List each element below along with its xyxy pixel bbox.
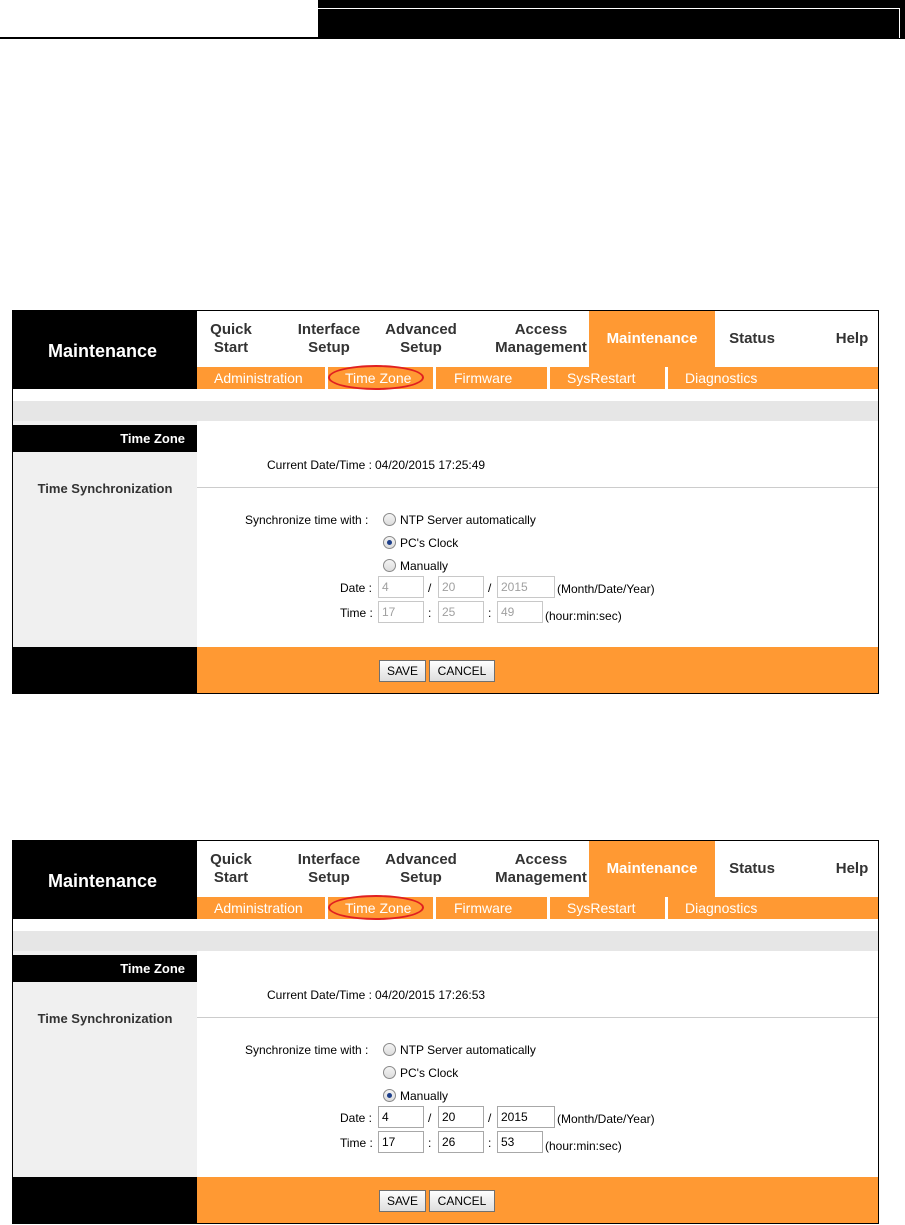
time-sec-input[interactable]: 49 — [497, 601, 543, 623]
nav-help[interactable]: Help — [835, 330, 869, 347]
highlight-ring — [328, 365, 424, 390]
sync-with-label: Synchronize time with : — [245, 513, 369, 527]
nav-maintenance[interactable]: Maintenance — [589, 841, 715, 897]
gray-strip — [13, 931, 879, 951]
subnav-diagnostics[interactable]: Diagnostics — [685, 900, 758, 916]
document-header-bar — [318, 0, 905, 39]
subnav-administration[interactable]: Administration — [214, 370, 303, 386]
date-separator: / — [488, 581, 492, 595]
section-label: Time Zone — [13, 955, 197, 982]
footer-bar — [197, 647, 879, 694]
time-separator: : — [428, 1136, 432, 1150]
radio-button[interactable] — [383, 559, 396, 572]
radio-button[interactable] — [383, 513, 396, 526]
subnav-divider — [433, 897, 436, 919]
brand-title: Maintenance — [13, 841, 197, 919]
document-header-rule — [0, 37, 318, 39]
section-divider — [197, 1017, 879, 1018]
cancel-button[interactable]: CANCEL — [429, 660, 495, 682]
time-format-hint: (hour:min:sec) — [545, 1139, 622, 1153]
brand-title: Maintenance — [13, 311, 197, 389]
highlight-ring — [328, 895, 424, 920]
date-format-hint: (Month/Date/Year) — [557, 582, 655, 596]
date-separator: / — [428, 1111, 432, 1125]
nav-quick-start[interactable]: Quick Start — [210, 321, 252, 356]
time-separator: : — [428, 606, 432, 620]
subnav-firmware[interactable]: Firmware — [454, 370, 513, 386]
current-datetime-value: 04/20/2015 17:25:49 — [375, 458, 486, 472]
footer-bar — [197, 1177, 879, 1224]
date-day-input[interactable]: 20 — [438, 576, 484, 598]
subnav-divider — [665, 897, 668, 919]
time-min-input[interactable]: 26 — [438, 1131, 484, 1153]
radio-button-selected[interactable] — [383, 536, 396, 549]
date-year-input[interactable]: 2015 — [497, 1106, 555, 1128]
subnav-divider — [665, 367, 668, 389]
router-screenshot-pc-clock — [12, 310, 879, 694]
radio-pc-clock[interactable]: PC's Clock — [383, 1065, 458, 1081]
top-nav — [197, 311, 879, 367]
nav-advanced-setup[interactable]: Advanced Setup — [385, 851, 457, 886]
subnav-time-zone[interactable]: Time Zone — [345, 900, 412, 916]
sub-nav — [197, 897, 879, 919]
sync-section-label: Time Synchronization — [37, 481, 173, 496]
nav-quick-start[interactable]: Quick Start — [210, 851, 252, 886]
time-min-input[interactable]: 25 — [438, 601, 484, 623]
current-datetime-value: 04/20/2015 17:26:53 — [375, 988, 486, 1002]
time-label: Time : — [340, 1136, 373, 1150]
date-day-input[interactable]: 20 — [438, 1106, 484, 1128]
subnav-administration[interactable]: Administration — [214, 900, 303, 916]
cancel-button[interactable]: CANCEL — [429, 1190, 495, 1212]
sync-section-label: Time Synchronization — [37, 1011, 173, 1026]
subnav-sysrestart[interactable]: SysRestart — [567, 370, 636, 386]
time-separator: : — [488, 606, 492, 620]
radio-ntp[interactable]: NTP Server automatically — [383, 1042, 536, 1058]
date-format-hint: (Month/Date/Year) — [557, 1112, 655, 1126]
nav-interface-setup[interactable]: Interface Setup — [297, 321, 361, 356]
nav-access-management[interactable]: Access Management — [495, 321, 587, 356]
nav-status[interactable]: Status — [729, 330, 775, 347]
date-month-input[interactable]: 4 — [378, 1106, 424, 1128]
radio-manually[interactable]: Manually — [383, 1088, 448, 1104]
current-datetime-label: Current Date/Time : — [267, 458, 372, 472]
nav-advanced-setup[interactable]: Advanced Setup — [385, 321, 457, 356]
left-column — [13, 421, 197, 647]
section-label: Time Zone — [13, 425, 197, 452]
save-button[interactable]: SAVE — [379, 660, 426, 682]
nav-access-management[interactable]: Access Management — [495, 851, 587, 886]
save-button[interactable]: SAVE — [379, 1190, 426, 1212]
router-screenshot-manual — [12, 840, 879, 1224]
date-separator: / — [488, 1111, 492, 1125]
date-separator: / — [428, 581, 432, 595]
subnav-firmware[interactable]: Firmware — [454, 900, 513, 916]
time-hour-input[interactable]: 17 — [378, 601, 424, 623]
section-divider — [197, 487, 879, 488]
subnav-divider — [547, 367, 550, 389]
subnav-divider — [433, 367, 436, 389]
subnav-divider — [547, 897, 550, 919]
time-separator: : — [488, 1136, 492, 1150]
subnav-sysrestart[interactable]: SysRestart — [567, 900, 636, 916]
nav-maintenance[interactable]: Maintenance — [589, 311, 715, 367]
time-hour-input[interactable]: 17 — [378, 1131, 424, 1153]
time-label: Time : — [340, 606, 373, 620]
radio-manually[interactable]: Manually — [383, 558, 448, 574]
date-label: Date : — [340, 581, 373, 595]
radio-button[interactable] — [383, 1066, 396, 1079]
footer-left — [13, 647, 197, 694]
sync-with-label: Synchronize time with : — [245, 1043, 369, 1057]
radio-button-selected[interactable] — [383, 1089, 396, 1102]
nav-status[interactable]: Status — [729, 860, 775, 877]
footer-left — [13, 1177, 197, 1224]
date-month-input[interactable]: 4 — [378, 576, 424, 598]
nav-interface-setup[interactable]: Interface Setup — [297, 851, 361, 886]
subnav-diagnostics[interactable]: Diagnostics — [685, 370, 758, 386]
date-year-input[interactable]: 2015 — [497, 576, 555, 598]
radio-ntp[interactable]: NTP Server automatically — [383, 512, 536, 528]
subnav-time-zone[interactable]: Time Zone — [345, 370, 412, 386]
date-label: Date : — [340, 1111, 373, 1125]
left-column — [13, 951, 197, 1177]
nav-help[interactable]: Help — [835, 860, 869, 877]
top-nav — [197, 841, 879, 897]
time-sec-input[interactable]: 53 — [497, 1131, 543, 1153]
time-format-hint: (hour:min:sec) — [545, 609, 622, 623]
radio-pc-clock[interactable]: PC's Clock — [383, 535, 458, 551]
radio-button[interactable] — [383, 1043, 396, 1056]
gray-strip — [13, 401, 879, 421]
current-datetime-label: Current Date/Time : — [267, 988, 372, 1002]
sub-nav — [197, 367, 879, 389]
